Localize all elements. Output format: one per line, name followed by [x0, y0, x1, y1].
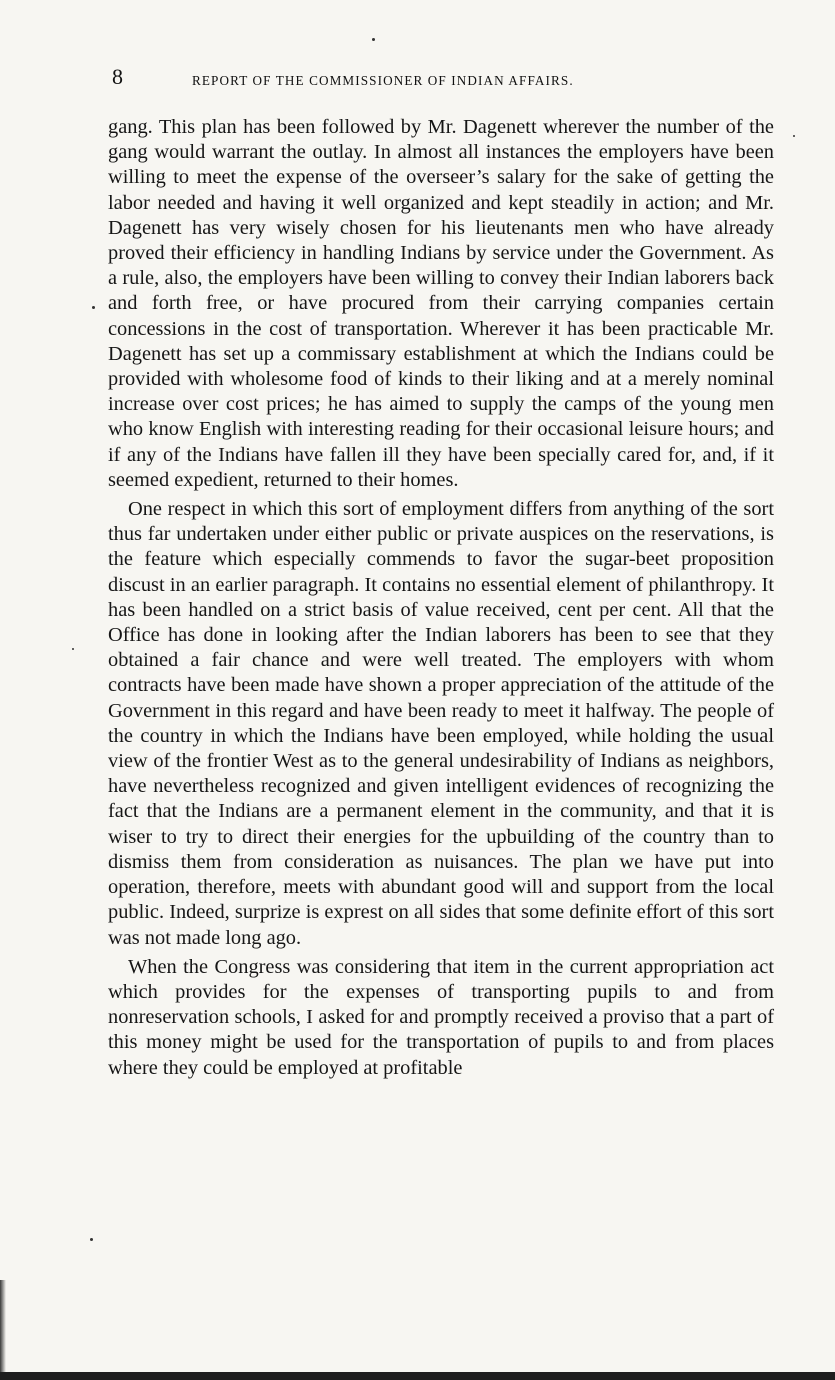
paragraph-continuation: gang. This plan has been followed by Mr. Dagenett wherever the number of the gang would warrant the outlay. In almost all instances the employers have been willing to meet the expense of the overseer’s salary for the sake of getting the labor needed and having it well organized and kept steadily in action; and Mr. Dagenett has very wisely chosen for his lieutenants men who have already proved their efficiency in handling Indians by service under the Government. As a rule, also, the employers have been willing to convey their Indian laborers back and forth free, or have procured from their carrying companies certain concessions in the cost of transportation. Wherever it has been practicable Mr. Dagenett has set up a commissary establishment at which the Indians could be provided with wholesome food of kinds to their liking and at a merely nominal increase over cost prices; he has aimed to supply the camps of the young men who know English with interesting reading for their occasional leisure hours; and if any of the Indians have fallen ill they have been specially cared for, and, if it seemed expedient, returned to their homes. [108, 116, 774, 491]
scan-speck [793, 135, 795, 137]
scan-speck [90, 1238, 93, 1241]
body-text [108, 115, 774, 1085]
running-title: REPORT OF THE COMMISSIONER OF INDIAN AFFAIRS. [192, 73, 574, 88]
scan-speck [92, 306, 95, 309]
scan-speck [72, 648, 74, 650]
scan-bottom-border [0, 1372, 835, 1380]
paragraph-congress-proviso: When the Congress was considering that item in the current appropriation act which provides for the expenses of transporting pupils to and from nonreservation schools, I asked for and promptly received a proviso that a part of this money might be used for the transportation of pupils to and from places where they could be employed at profitable [108, 955, 774, 1079]
page-number: 8 [112, 64, 123, 89]
paragraph-employment-respect: One respect in which this sort of employment differs from anything of the sort thus far undertaken under either public or private auspices on the reservations, is the feature which especially commends to favor the sugar-beet proposition discust in an earlier paragraph. It contains no essential element of philanthropy. It has been handled on a strict basis of value received, cent per cent. All that the Office has done in looking after the Indian laborers has been to see that they obtained a fair chance and were well treated. The employers with whom contracts have been made have shown a proper appreciation of the attitude of the Government in this regard and have been ready to meet it halfway. The people of the country in which the Indians have been employed, while holding the usual view of the frontier West as to the general undesirability of Indians as neighbors, have nevertheless recognized and given intelligent evidences of recognizing the fact that the Indians are a permanent element in the community, and that it is wiser to try to direct their energies for the upbuilding of the country than to dismiss them from consideration as nuisances. The plan we have put into operation, therefore, meets with abundant good will and support from the local public. Indeed, surprize is exprest on all sides that some definite effort of this sort was not made long ago. [108, 498, 774, 949]
scan-speck [372, 38, 375, 41]
scan-shadow-edge [0, 1280, 6, 1372]
running-header [112, 64, 702, 94]
